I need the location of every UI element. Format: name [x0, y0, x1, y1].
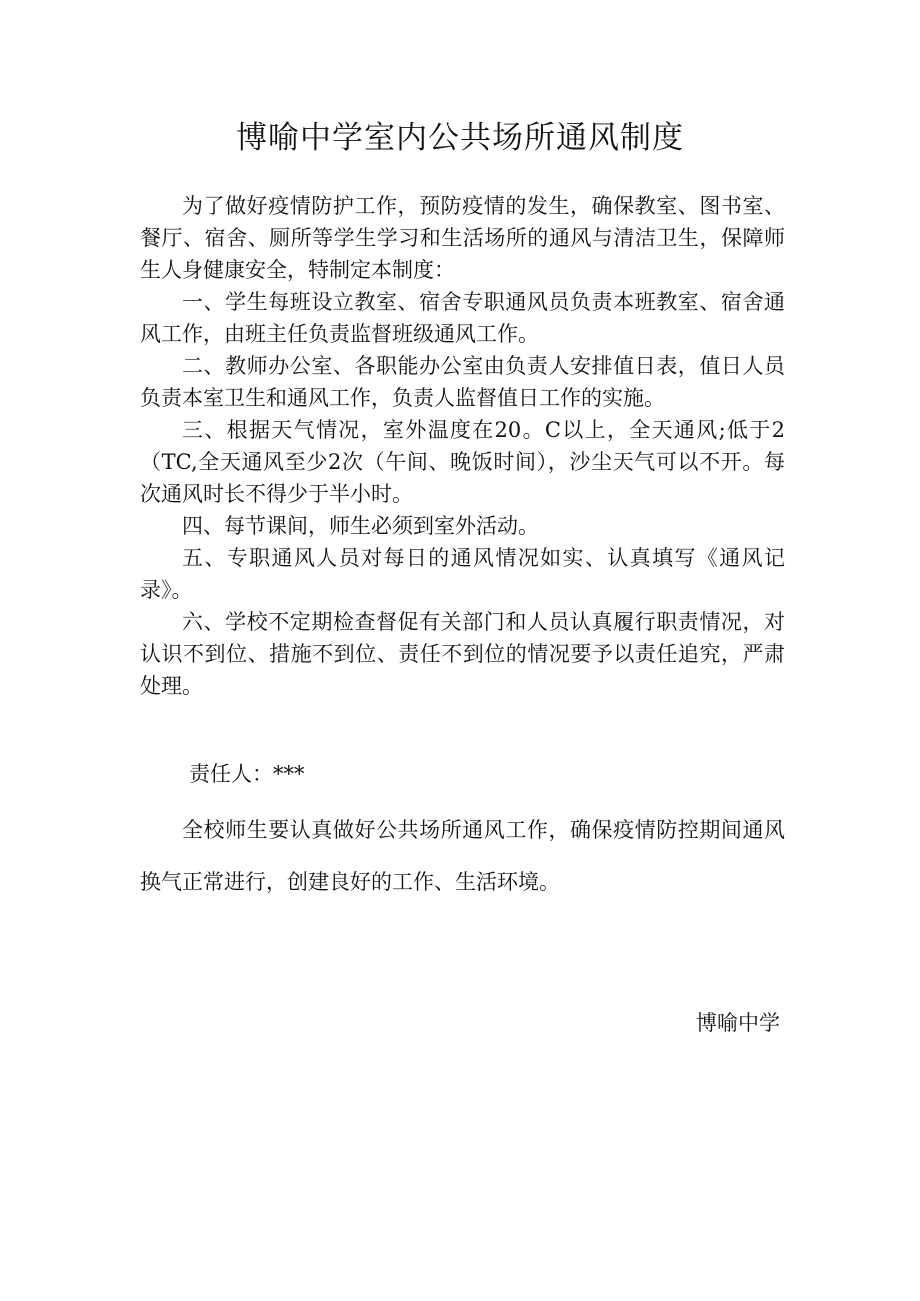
- paragraph-rule-3: 三、根据天气情况，室外温度在20。C以上，全天通风;低于2（TC,全天通风至少2次（午间、晚饭时间），沙尘天气可以不开。每次通风时长不得少于半小时。: [140, 418, 785, 506]
- paragraph-rule-6: 六、学校不定期检查督促有关部门和人员认真履行职责情况，对认识不到位、措施不到位、责任不到位的情况要予以责任追究，严肃处理。: [140, 610, 785, 698]
- document-body: [140, 190, 785, 702]
- signature: 博喻中学: [696, 1011, 780, 1035]
- closing-paragraph: 全校师生要认真做好公共场所通风工作，确保疫情防控期间通风换气正常进行，创建良好的工作、生活环境。: [140, 818, 785, 894]
- document-title: 博喻中学室内公共场所通风制度: [236, 120, 684, 156]
- paragraph-rule-4: 四、每节课间，师生必须到室外活动。: [182, 514, 539, 538]
- paragraph-rule-1: 一、学生每班设立教室、宿舍专职通风员负责本班教室、宿舍通风工作，由班主任负责监督班级通风工作。: [140, 290, 785, 346]
- paragraph-rule-2: 二、教师办公室、各职能办公室由负责人安排值日表，值日人员负责本室卫生和通风工作，负责人监督值日工作的实施。: [140, 354, 785, 410]
- paragraph-rule-5: 五、专职通风人员对每日的通风情况如实、认真填写《通风记录》。: [140, 546, 785, 602]
- paragraph-intro: 为了做好疫情防护工作，预防疫情的发生，确保教室、图书室、餐厅、宿舍、厕所等学生学习和生活场所的通风与清洁卫生，保障师生人身健康安全，特制定本制度：: [140, 194, 785, 282]
- responsible-person: 责任人：***: [189, 762, 305, 786]
